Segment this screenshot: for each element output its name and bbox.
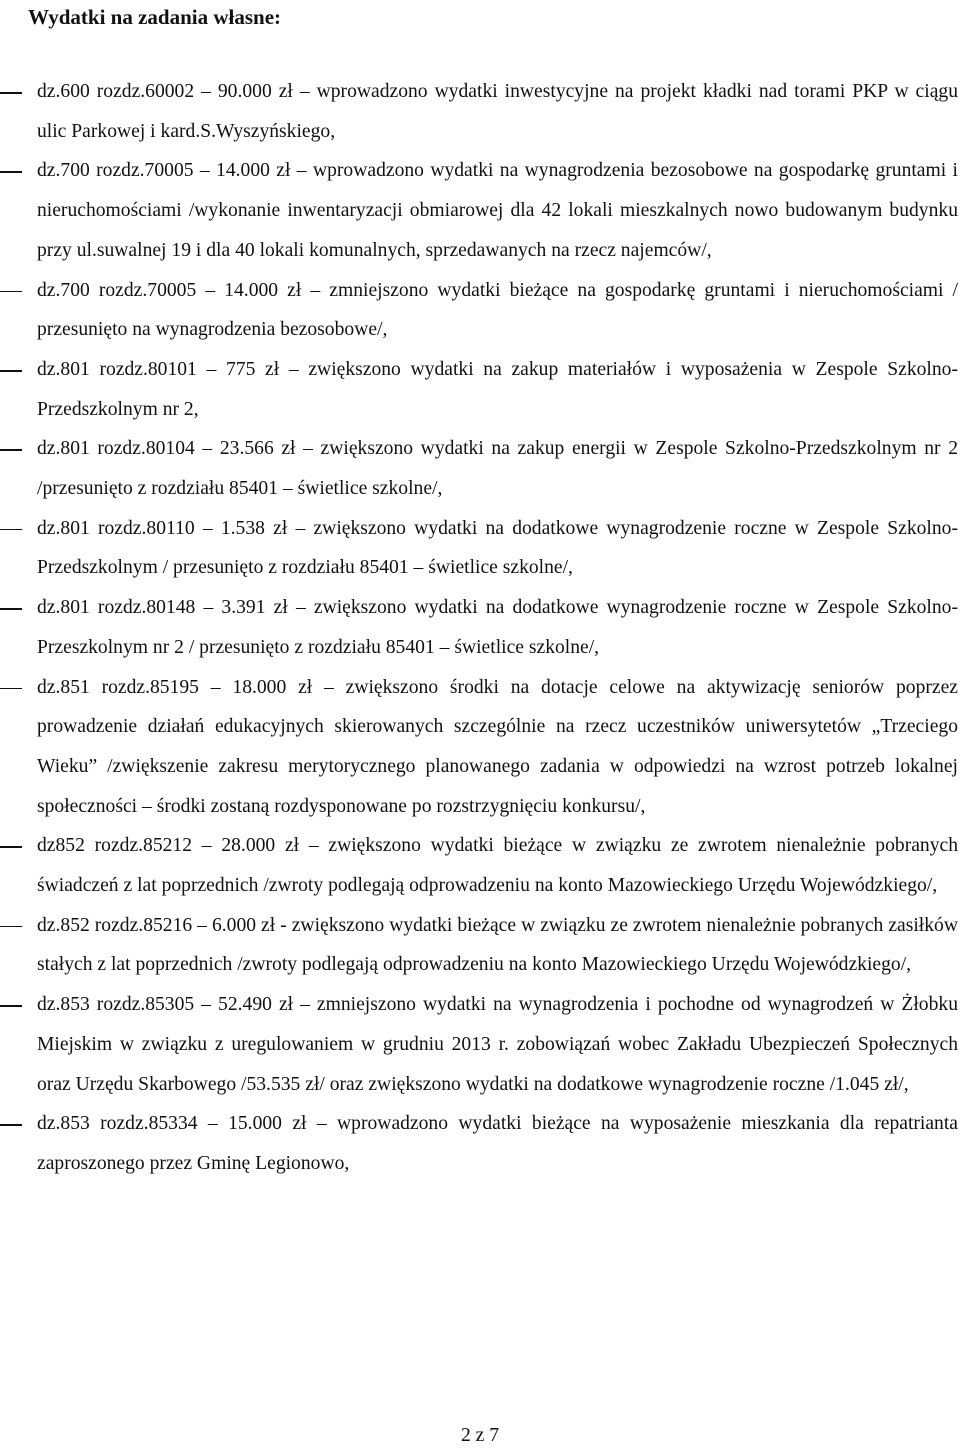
list-item bbox=[0, 509, 960, 588]
list-item bbox=[0, 826, 960, 905]
list-item bbox=[0, 906, 960, 985]
list-item-text: dz852 rozdz.85212 – 28.000 zł – zwiększono wydatki bieżące w związku ze zwrotem nienależnie pobranych świadczeń z lat poprzednich /zwroty podlegają odprowadzeniu na konto Mazowieckiego Urzędu Wojewódzkiego/, bbox=[37, 835, 958, 897]
list-item bbox=[0, 271, 960, 350]
list-item-text: dz.853 rozdz.85305 – 52.490 zł – zmniejszono wydatki na wynagrodzenia i pochodne od wynagrodzeń w Żłobku Miejskim w związku z uregulowaniem w grudniu 2013 r. zobowiązań wobec Zakładu Ubezpieczeń Społecznych oraz Urzędu Skarbowego /53.535 zł/ oraz zwiększono wydatki na dodatkowe wynagrodzenie roczne /1.045 zł/, bbox=[37, 994, 958, 1095]
list-item-text: dz.853 rozdz.85334 – 15.000 zł – wprowadzono wydatki bieżące na wyposażenie mieszkania dla repatrianta zaproszonego przez Gminę Legionowo, bbox=[37, 1113, 958, 1174]
list-item-text: dz.801 rozdz.80148 – 3.391 zł – zwiększono wydatki na dodatkowe wynagrodzenie roczne w Zespole Szkolno-Przeszkolnym nr 2 / przesunięto z rozdziału 85401 – świetlice szkolne/, bbox=[37, 597, 958, 658]
list-item bbox=[0, 350, 960, 429]
list-item bbox=[0, 151, 960, 270]
list-item-text: dz.700 rozdz.70005 – 14.000 zł – wprowadzono wydatki na wynagrodzenia bezosobowe na gospodarkę gruntami i nieruchomościami /wykonanie inwentaryzacji obmiarowej dla 42 lokali mieszkalnych nowo budowanym budynku przy ul.suwalnej 19 i dla 40 lokali komunalnych, sprzedawanych na rzecz najemców/, bbox=[37, 160, 958, 261]
list-item-text: dz.801 rozdz.80101 – 775 zł – zwiększono wydatki na zakup materiałów i wyposażenia w Zespole Szkolno-Przedszkolnym nr 2, bbox=[37, 358, 958, 420]
list-item-text: dz.600 rozdz.60002 – 90.000 zł – wprowadzono wydatki inwestycyjne na projekt kładki nad torami PKP w ciągu ulic Parkowej i kard.S.Wyszyńskiego, bbox=[37, 81, 958, 142]
list-item bbox=[0, 668, 960, 827]
list-item-text: dz.801 rozdz.80104 – 23.566 zł – zwiększono wydatki na zakup energii w Zespole Szkolno-Przedszkolnym nr 2 /przesunięto z rozdziału 85401 – świetlice szkolne/, bbox=[37, 438, 958, 500]
page-number: 2 z 7 bbox=[460, 1425, 500, 1446]
list-item bbox=[0, 1104, 960, 1183]
list-item bbox=[0, 429, 960, 508]
list-item-text: dz.851 rozdz.85195 – 18.000 zł – zwiększono środki na dotacje celowe na aktywizację seniorów poprzez prowadzenie działań edukacyjnych skierowanych szczególnie na rzecz uczestników uniwersytetów „Trzeciego Wieku” /zwiększenie zakresu merytorycznego planowanego zadania w odpowiedzi na wzrost potrzeb lokalnej społeczności – środki zostaną rozdysponowane po rozstrzygnięciu konkursu/, bbox=[37, 676, 958, 817]
list-item-text: dz.700 rozdz.70005 – 14.000 zł – zmniejszono wydatki bieżące na gospodarkę gruntami i nieruchomościami / przesunięto na wynagrodzenia bezosobowe/, bbox=[37, 279, 958, 341]
list-item-text: dz.801 rozdz.80110 – 1.538 zł – zwiększono wydatki na dodatkowe wynagrodzenie roczne w Zespole Szkolno-Przedszkolnym / przesunięto z rozdziału 85401 – świetlice szkolne/, bbox=[37, 517, 958, 579]
list-item bbox=[0, 985, 960, 1104]
section-heading: Wydatki na zadania własne: bbox=[28, 5, 282, 29]
list-item bbox=[0, 588, 960, 667]
list-item bbox=[0, 72, 960, 151]
expense-list bbox=[0, 72, 960, 1184]
list-item-text: dz.852 rozdz.85216 – 6.000 zł - zwiększono wydatki bieżące w związku ze zwrotem nienależnie pobranych zasiłków stałych z lat poprzednich /zwroty podlegają odprowadzeniu na konto Mazowieckiego Urzędu Wojewódzkiego/, bbox=[37, 914, 958, 976]
